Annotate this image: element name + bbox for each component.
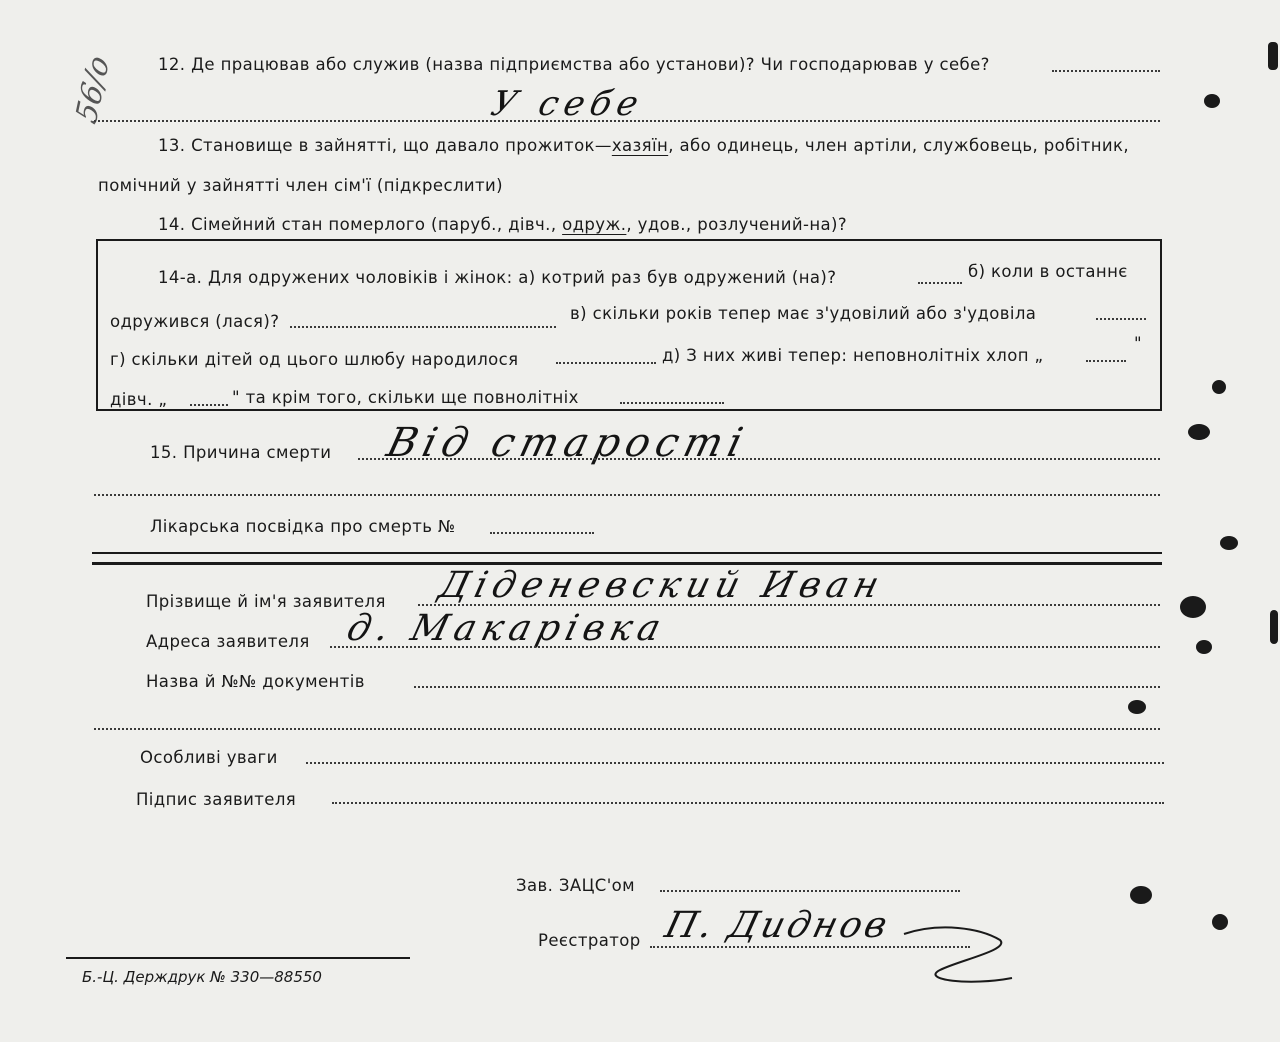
- q14-selected-option: одруж.: [562, 215, 627, 234]
- applicant-name-value: Діденевский Иван: [434, 565, 889, 606]
- office-registrar-label: Реєстратор: [538, 931, 641, 950]
- office-head-dots: [660, 890, 960, 892]
- paper-hole-mark: [1180, 596, 1206, 618]
- margin-note: 56/о: [69, 50, 117, 129]
- applicant-notes-label: Особливі уваги: [140, 748, 278, 767]
- q13-selected-option: хазяїн: [611, 136, 669, 155]
- q14a-dots-4: [556, 362, 656, 364]
- signature-flourish: [900, 920, 1020, 990]
- q14a-dots-2: [290, 326, 556, 328]
- q14-label: [158, 215, 847, 234]
- q14a-dots-5: [1086, 360, 1126, 362]
- q12-dots-2: [94, 120, 1160, 122]
- paper-hole-mark: [1220, 536, 1238, 550]
- applicant-address-label: Адреса заявителя: [146, 632, 310, 651]
- q12-dots-1: [1052, 70, 1160, 72]
- q15-dots-2: [94, 494, 1160, 496]
- q14a-dots-7: [620, 402, 724, 404]
- applicant-name-dots: [418, 604, 1160, 606]
- applicant-signature-label: Підпис заявителя: [136, 790, 297, 809]
- paper-hole-mark: [1204, 94, 1220, 108]
- medical-dots: [490, 532, 594, 534]
- paper-hole-mark: [1212, 380, 1226, 394]
- applicant-address-dots: [330, 646, 1160, 648]
- q14a-dots-3: [1096, 318, 1146, 320]
- q15-dots-1: [358, 458, 1160, 460]
- q14a-line1a: 14-а. Для одружених чоловіків і жінок: а) котрий раз був одружений (на)?: [158, 268, 837, 287]
- paper-hole-mark: [1196, 640, 1212, 654]
- applicant-documents-label: Назва й №№ документів: [146, 672, 365, 691]
- paper-hole-mark: [1128, 700, 1146, 714]
- q12-label: 12. Де працював або служив (назва підприємства або установи)? Чи господарював у себе?: [158, 55, 990, 74]
- applicant-name-label: Прізвище й ім'я заявителя: [146, 592, 386, 611]
- q13-label-line2: помічний у зайнятті член сім'ї (підкреслити): [98, 176, 503, 195]
- q14a-dots-6: [190, 404, 228, 406]
- q13-label-after: , або одинець, член артіли, службовець, робітник,: [668, 136, 1130, 155]
- q14a-line3b: д) З них живі тепер: неповнолітніх хлоп „: [662, 346, 1044, 365]
- paper-hole-mark: [1188, 424, 1210, 440]
- q12-answer: У себе: [487, 84, 649, 124]
- q14-label-after: , удов., розлучений-на)?: [626, 215, 848, 234]
- q14a-line2b: в) скільки років тепер має з'удовілий або з'удовіла: [570, 304, 1037, 323]
- q14a-line3c: ": [1134, 334, 1142, 353]
- q13-label-before: 13. Становище в зайнятті, що давало прожиток—: [158, 136, 612, 155]
- paper-hole-mark: [1270, 610, 1278, 644]
- q14a-line1b: б) коли в останнє: [968, 262, 1128, 281]
- q14a-line4a: дівч. „: [110, 390, 168, 409]
- applicant-documents-dots-1: [414, 686, 1160, 688]
- q14a-line2a: одружився (лася)?: [110, 312, 280, 331]
- applicant-signature-dots: [332, 802, 1164, 804]
- section-rule-top: [92, 552, 1162, 554]
- paper-hole-mark: [1130, 886, 1152, 904]
- printer-imprint: Б.-Ц. Держдрук № 330—88550: [82, 968, 322, 986]
- office-registrar-signature: П. Диднов: [660, 905, 895, 946]
- q14a-line3a: г) скільки дітей од цього шлюбу народилося: [110, 350, 519, 369]
- q15-label: 15. Причина смерти: [150, 443, 332, 462]
- office-head-label: Зав. ЗАЦС'ом: [516, 876, 635, 895]
- applicant-documents-dots-2: [94, 728, 1160, 730]
- q15-answer: Від старості: [382, 420, 753, 466]
- medical-label: Лікарська посвідка про смерть №: [150, 517, 456, 536]
- q13-label: [158, 136, 1129, 155]
- paper-hole-mark: [1212, 914, 1228, 930]
- q14-label-before: 14. Сімейний стан померлого (паруб., дівч.,: [158, 215, 563, 234]
- imprint-rule: [66, 957, 410, 959]
- applicant-address-value: д. Макарівка: [342, 608, 671, 649]
- q14a-dots-1: [918, 282, 962, 284]
- applicant-notes-dots: [306, 762, 1164, 764]
- q14a-line4b: " та крім того, скільки ще повнолітніх: [232, 388, 579, 407]
- paper-hole-mark: [1268, 42, 1278, 70]
